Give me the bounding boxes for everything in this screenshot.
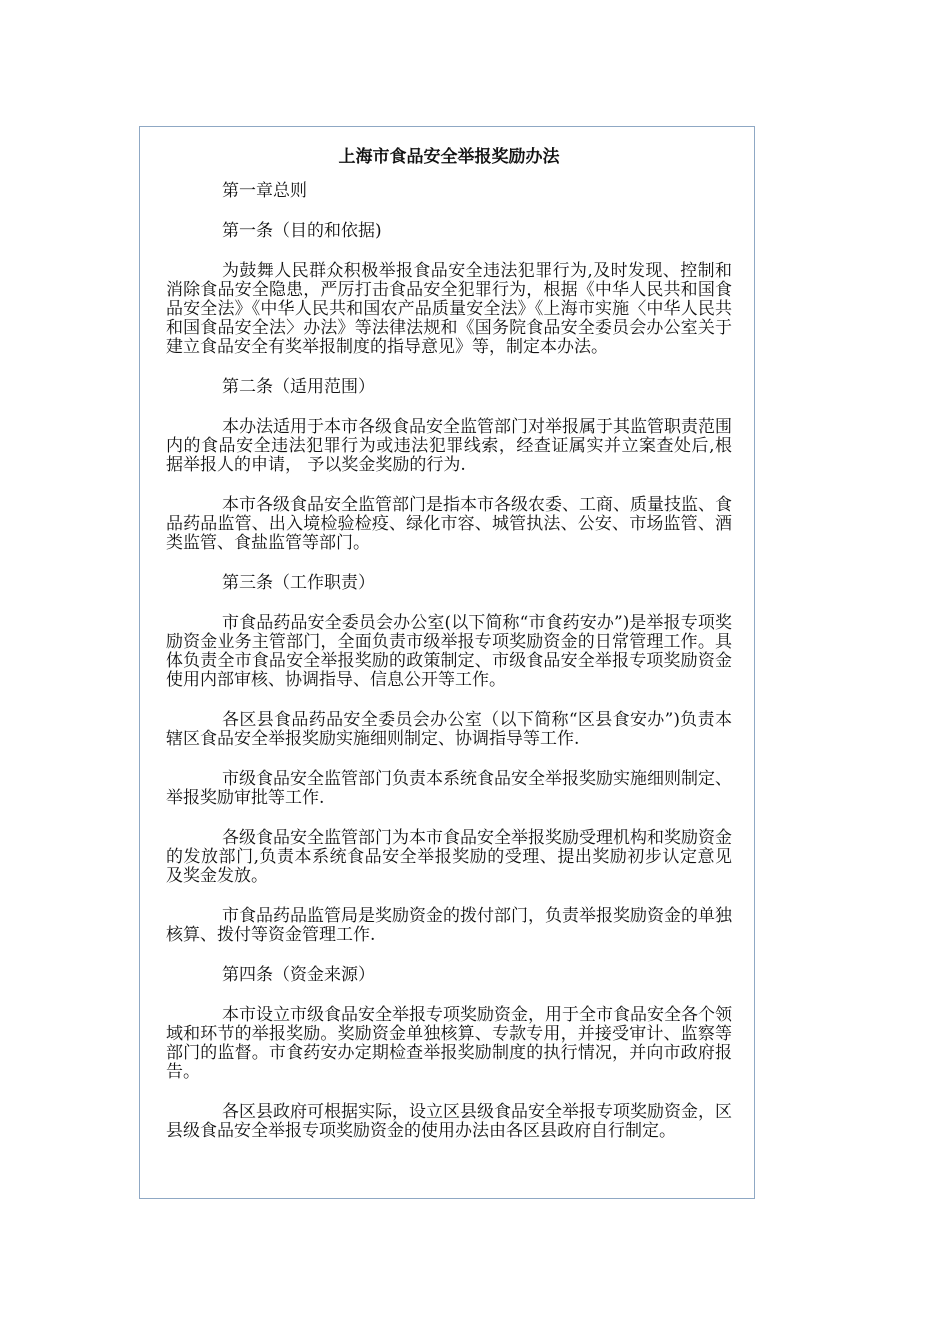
article-heading: 第二条（适用范围）: [222, 377, 375, 397]
paragraph: 本市设立市级食品安全举报专项奖励资金，用于全市食品安全各个领域和环节的举报奖励。奖励资金单独核算、专款专用，并接受审计、监察等部门的监督。市食药安办定期检查举报奖励制度的执行情况，并向市政府报告。: [166, 1005, 732, 1082]
article-heading: 第三条（工作职责）: [222, 573, 375, 593]
paragraph: 市级食品安全监管部门负责本系统食品安全举报奖励实施细则制定、举报奖励审批等工作.: [166, 769, 732, 808]
chapter-heading: 第一章总则: [222, 181, 307, 201]
paragraph: 各级食品安全监管部门为本市食品安全举报奖励受理机构和奖励资金的发放部门,负责本系统食品安全举报奖励的受理、提出奖励初步认定意见及奖金发放。: [166, 828, 732, 886]
paragraph: 市食品药品安全委员会办公室(以下简称“市食药安办”)是举报专项奖励资金业务主管部门，全面负责市级举报专项奖励资金的日常管理工作。具体负责全市食品安全举报奖励的政策制定、市级食品安全举报专项奖励资金使用内部审核、协调指导、信息公开等工作。: [166, 613, 732, 690]
paragraph: 为鼓舞人民群众积极举报食品安全违法犯罪行为,及时发现、控制和消除食品安全隐患，严厉打击食品安全犯罪行为，根据《中华人民共和国食品安全法》《中华人民共和国农产品质量安全法》《上海市实施〈中华人民共和国食品安全法〉办法》等法律法规和《国务院食品安全委员会办公室关于建立食品安全有奖举报制度的指导意见》等，制定本办法。: [166, 261, 732, 357]
paragraph: 本市各级食品安全监管部门是指本市各级农委、工商、质量技监、食品药品监管、出入境检验检疫、绿化市容、城管执法、公安、市场监管、酒类监管、食盐监管等部门。: [166, 495, 732, 553]
article-heading: 第一条（目的和依据): [222, 221, 382, 241]
paragraph: 各区县食品药品安全委员会办公室（以下简称“区县食安办”)负责本辖区食品安全举报奖励实施细则制定、协调指导等工作.: [166, 710, 732, 749]
paragraph: 市食品药品监管局是奖励资金的拨付部门，负责举报奖励资金的单独核算、拨付等资金管理工作.: [166, 906, 732, 945]
document-frame: [139, 126, 755, 1199]
document-body: [166, 182, 732, 1141]
document-title: 上海市食品安全举报奖励办法: [338, 147, 560, 167]
article-heading: 第四条（资金来源）: [222, 965, 375, 985]
document-content: [166, 147, 732, 1162]
paragraph: 本办法适用于本市各级食品安全监管部门对举报属于其监管职责范围内的食品安全违法犯罪行为或违法犯罪线索，经查证属实并立案查处后,根据举报人的申请， 予以奖金奖励的行为.: [166, 417, 732, 475]
paragraph: 各区县政府可根据实际，设立区县级食品安全举报专项奖励资金，区县级食品安全举报专项奖励资金的使用办法由各区县政府自行制定。: [166, 1102, 732, 1141]
